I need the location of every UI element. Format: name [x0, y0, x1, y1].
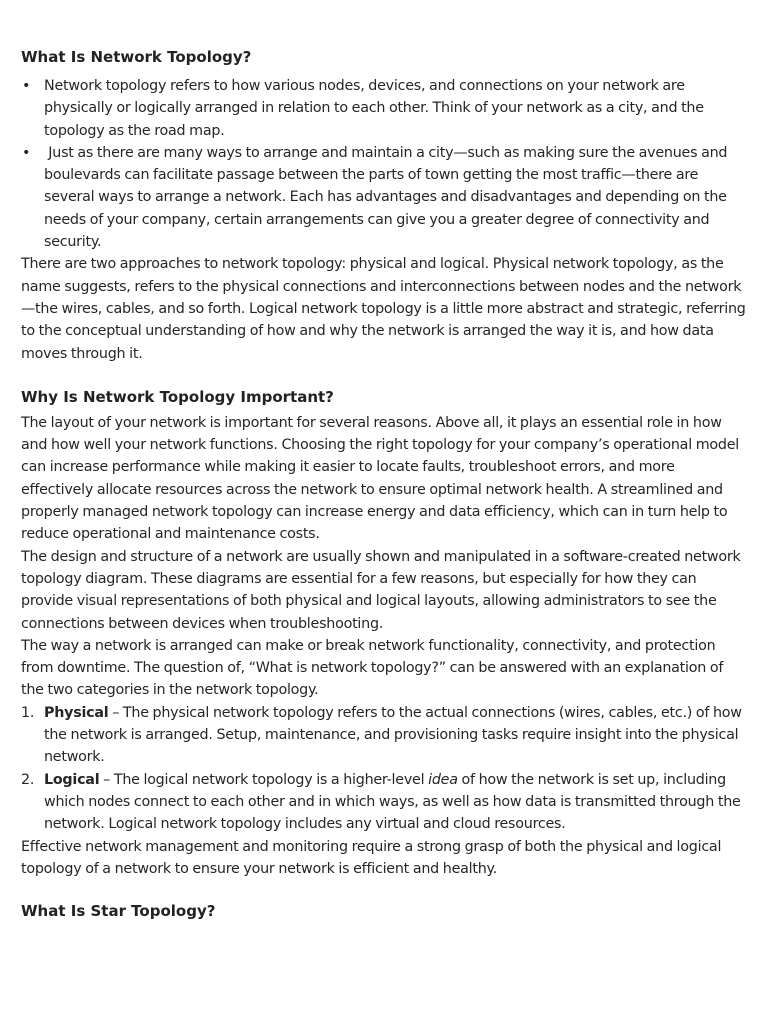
paragraph-design-structure: The design and structure of a network are usually shown and manipulated in a software-created network topology diagram. These diagrams are essential for a few reasons, but especially for how they can provide visual representations of both physical and logical layouts, allowing administrators to see the connections between devices when troubleshooting. [21, 548, 741, 632]
term-logical: Logical [44, 771, 100, 788]
logical-emphasis: idea [428, 771, 458, 788]
bullet-item [21, 75, 747, 142]
document-page [21, 46, 747, 922]
paragraph-closing: Effective network management and monitoring require a strong grasp of both the physical and logical topology of a network to ensure your network is efficient and healthy. [21, 838, 722, 877]
list-number: 1. [21, 704, 35, 721]
intro-bullet-list [21, 75, 747, 253]
bullet-text: Network topology refers to how various nodes, devices, and connections on your network are physically or logically arranged in relation to each other. Think of your network as a city, and the topology as the road map. [44, 78, 704, 139]
paragraph-approaches: There are two approaches to network topology: physical and logical. Physical network topology, as the name suggests, refers to the physical connections and interconnections between nodes and the network—the wires, cables, and so forth. Logical network topology is a little more abstract and strategic, referring to the conceptual understanding of how and why the network is arranged the way it is, and how data moves through it. [21, 256, 746, 362]
heading-what-is-star-topology: What Is Star Topology? [21, 902, 216, 921]
paragraph-arrangement: The way a network is arranged can make or break network functionality, connectivity, and protection from downtime. The question of, “What is network topology?” can be answered with an explanation of the two categories in the network topology. [21, 637, 724, 699]
physical-description: – The physical network topology refers to the actual connections (wires, cables, etc.) of how the network is arranged. Setup, maintenance, and provisioning tasks require insight into the physical network. [44, 704, 742, 766]
paragraph-layout-importance: The layout of your network is important for several reasons. Above all, it plays an essential role in how and how well your network functions. Choosing the right topology for your company’s operational model can increase performance while making it easier to locate faults, troubleshoot errors, and more effectively allocate resources across the network to ensure optimal network health. A streamlined and properly managed network topology can increase energy and data efficiency, which can in turn help to reduce operational and maintenance costs. [21, 414, 739, 543]
heading-why-important: Why Is Network Topology Important? [21, 387, 334, 406]
logical-description-end: of how the network is set up, including which nodes connect to each other and in which ways, as well as how data is transmitted through the network. Logical network topology includes any virtual and cloud resources. [44, 771, 741, 833]
term-physical: Physical [44, 704, 109, 721]
bullet-glyph: • [22, 144, 31, 161]
list-number: 2. [21, 771, 35, 788]
bullet-glyph: • [22, 78, 31, 94]
bullet-text: Just as there are many ways to arrange and maintain a city—such as making sure the avenues and boulevards can facilitate passage between the parts of town getting the most traffic—there are several ways to arrange a network. Each has advantages and disadvantages and depending on the needs of your company, certain arrangements can give you a greater degree of connectivity and security. [44, 144, 732, 251]
topology-categories-list [21, 702, 747, 836]
list-item-logical [21, 769, 747, 836]
heading-what-is-network-topology: What Is Network Topology? [21, 48, 252, 66]
logical-description-start: – The logical network topology is a higher-level [99, 771, 429, 788]
bullet-item [21, 142, 747, 253]
list-item-physical [21, 702, 747, 769]
